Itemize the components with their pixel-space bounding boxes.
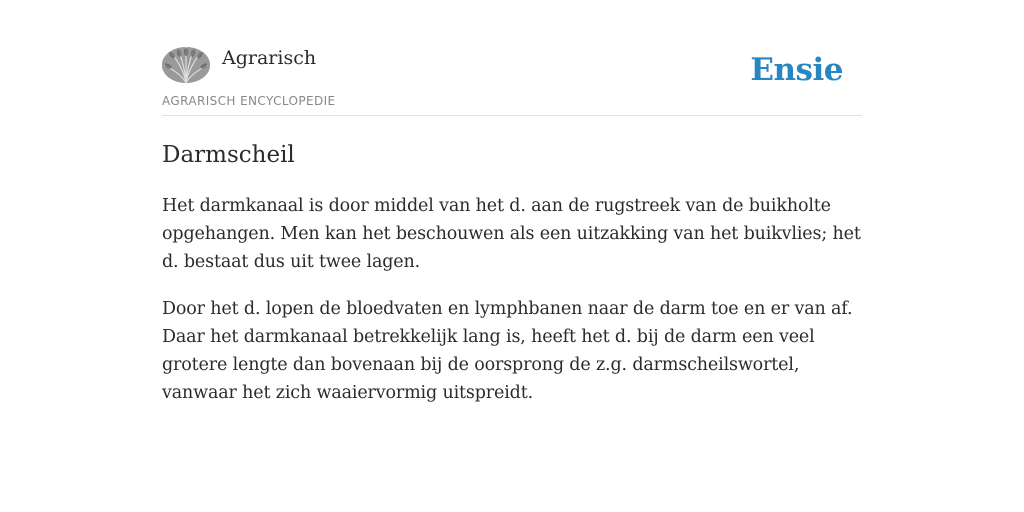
paragraph: Het darmkanaal is door middel van het d. aan de rugstreek van de buikholte opgehangen. Men kan het beschouwen als een uitzakking van het buikvlies; het d. bestaat dus uit twee lagen. bbox=[162, 196, 861, 272]
article-body bbox=[162, 192, 867, 426]
wheat-icon bbox=[162, 47, 210, 83]
article-title: Darmscheil bbox=[162, 142, 295, 168]
paragraph: Door het d. lopen de bloedvaten en lymphbanen naar de darm toe en er van af. Daar het darmkanaal betrekkelijk lang is, heeft het d. bij de darm een veel grotere lengte dan bovenaan bij de oorsprong de z.g. darmscheilswortel, vanwaar het zich waaiervormig uitspreidt. bbox=[162, 299, 853, 403]
source-avatar[interactable] bbox=[162, 47, 210, 83]
source-subtitle: AGRARISCH ENCYCLOPEDIE bbox=[162, 94, 336, 108]
brand-logo[interactable]: Ensie bbox=[750, 52, 843, 88]
source-name-link[interactable]: Agrarisch bbox=[222, 47, 317, 69]
header bbox=[162, 0, 862, 116]
